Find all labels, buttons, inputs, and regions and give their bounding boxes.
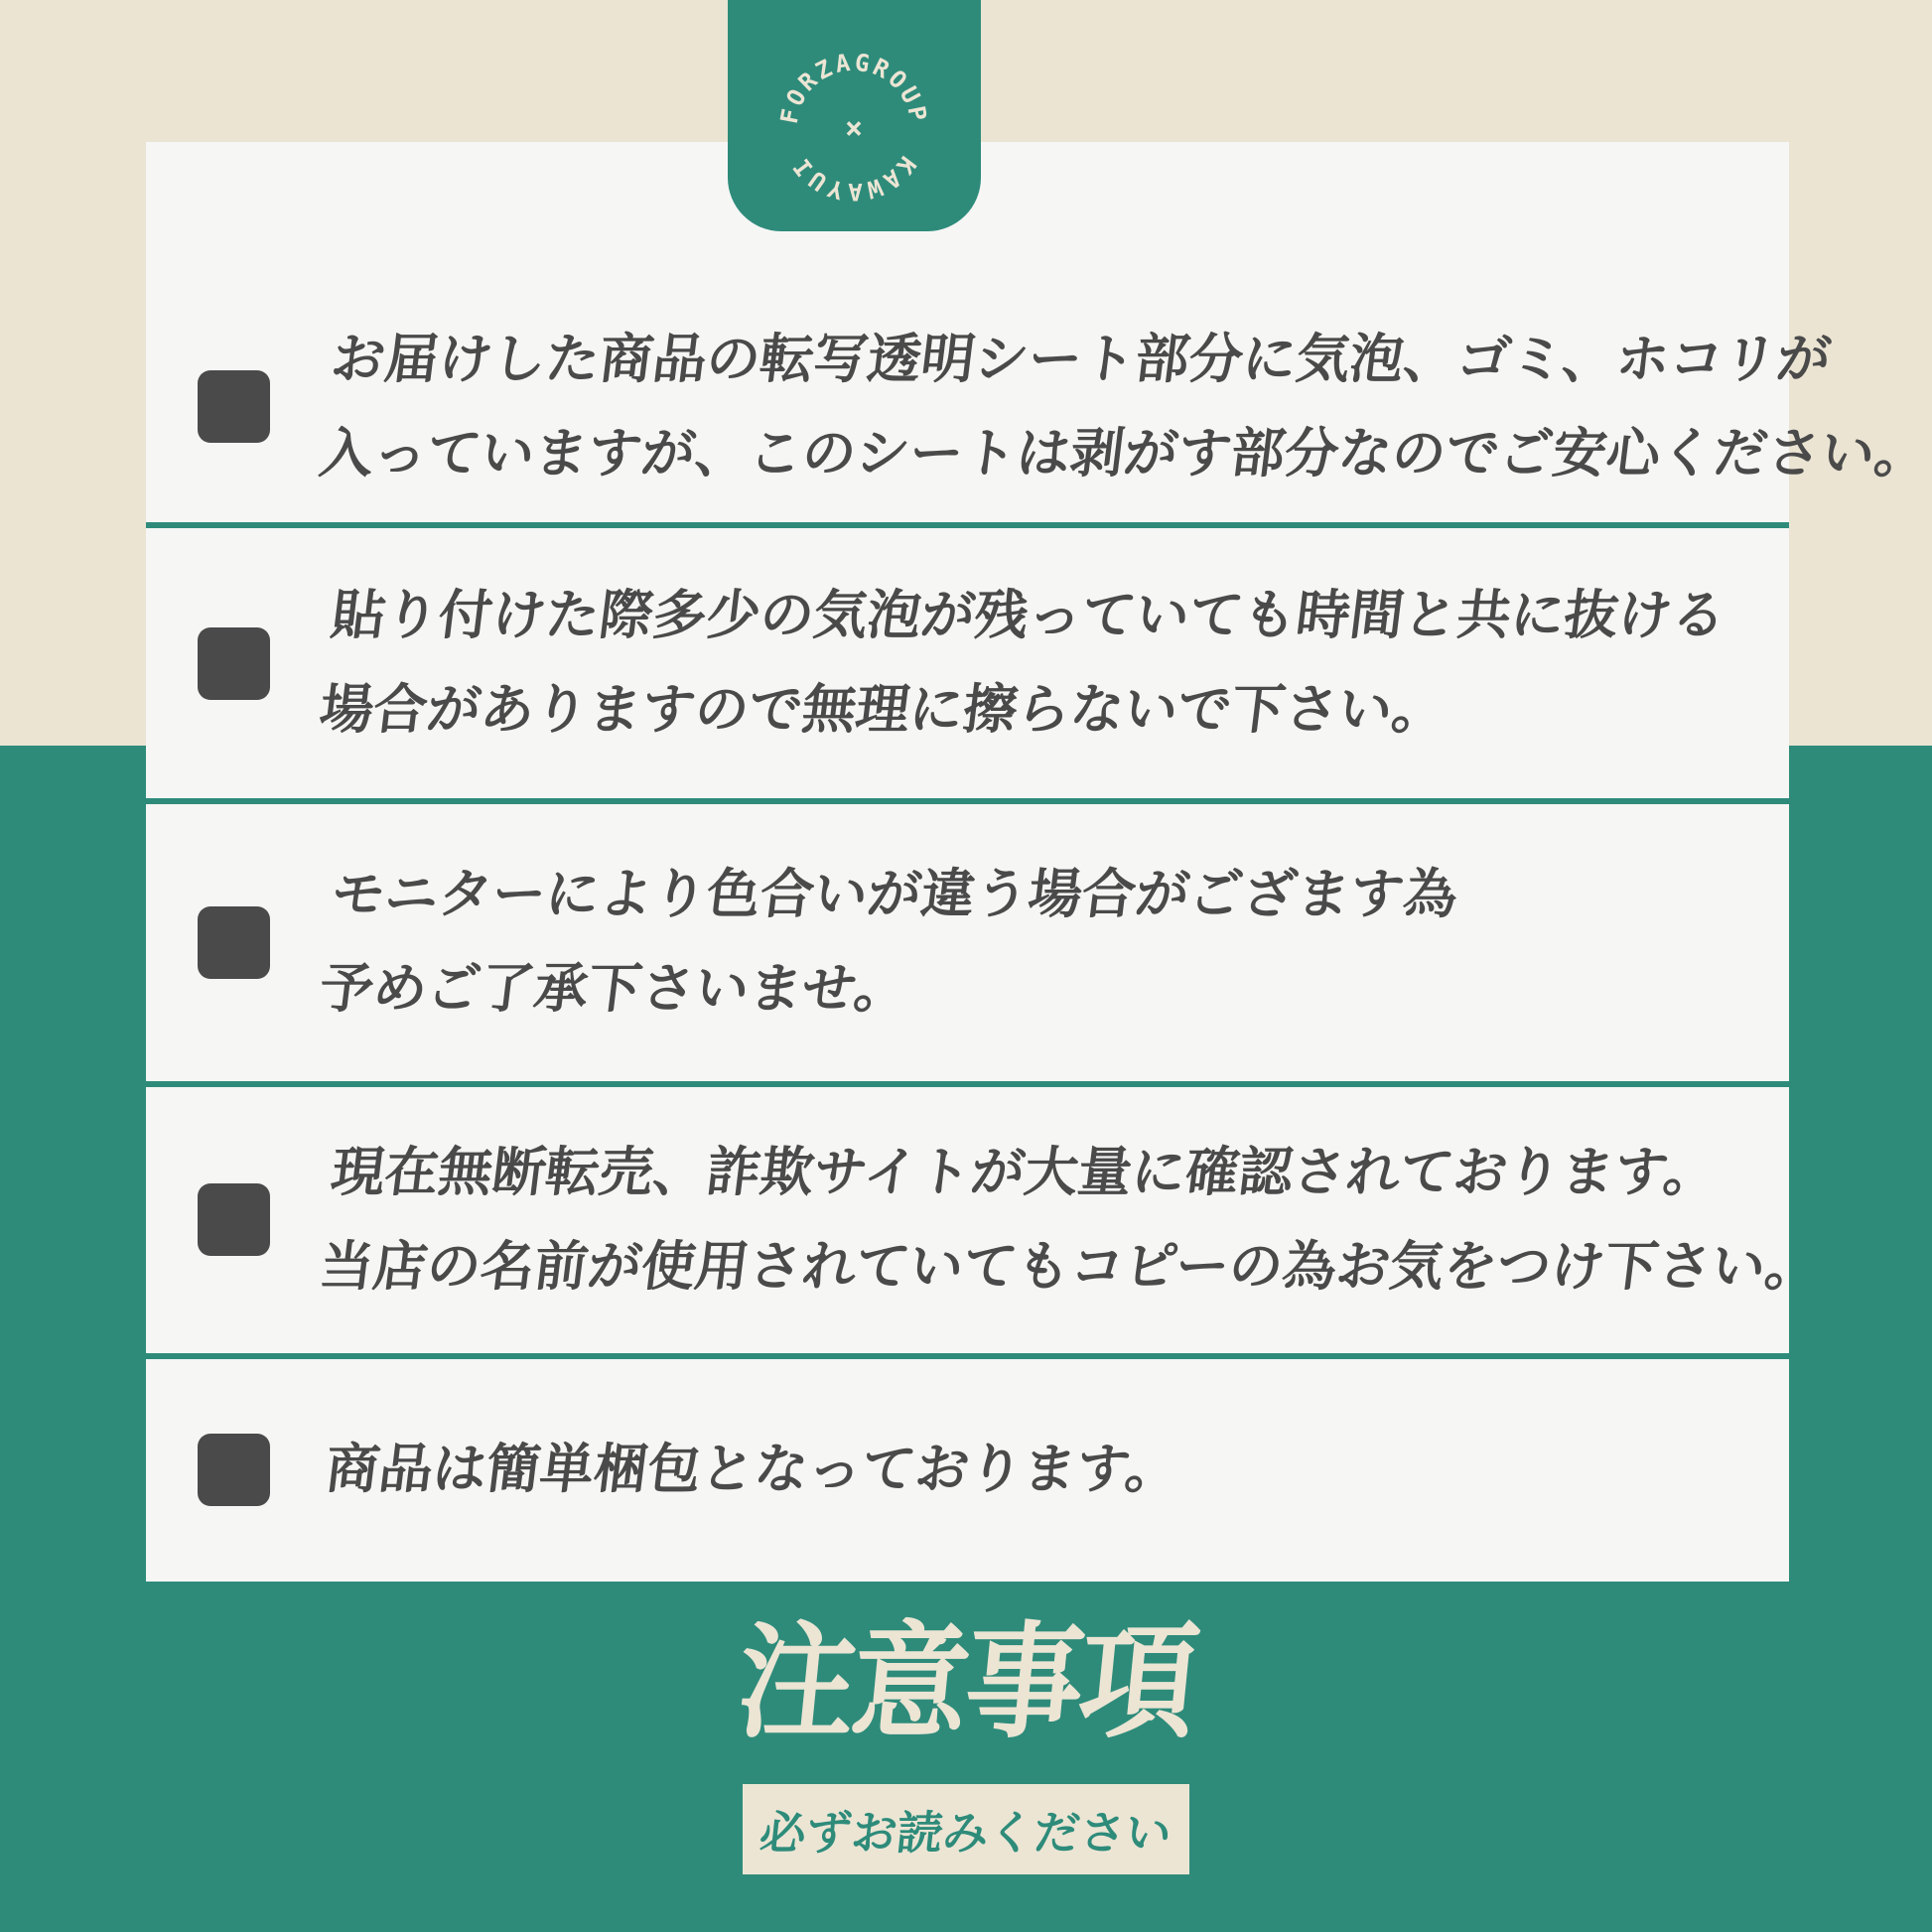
notice-item-3 bbox=[146, 804, 1789, 1080]
footer-subtitle: 必ずお読みください bbox=[757, 1806, 1174, 1859]
notice-item-2-line-1: 貼り付けた際多少の気泡が残っていても時間と共に抜ける bbox=[328, 586, 1729, 646]
checkbox-bullet-icon bbox=[198, 370, 270, 443]
notice-item-3-line-1: モニターにより色合いが違う場合がござます為 bbox=[328, 865, 1461, 925]
brand-badge-logo-icon bbox=[728, 0, 981, 231]
badge-center-mark: × bbox=[844, 111, 864, 146]
checkbox-bullet-icon bbox=[198, 906, 270, 979]
notice-item-1-line-2: 入っていますが、このシートは剥がす部分なのでご安心ください。 bbox=[316, 423, 1932, 483]
footer-subtitle-box bbox=[743, 1784, 1189, 1874]
notice-item-5-text bbox=[320, 1423, 1184, 1517]
svg-text:KAWAYUI bbox=[786, 151, 921, 206]
notice-item-1-text bbox=[314, 313, 1932, 501]
brand-badge bbox=[728, 0, 981, 231]
notice-item-4-text bbox=[314, 1126, 1836, 1314]
notice-item-4 bbox=[146, 1087, 1823, 1353]
notice-item-3-line-2: 予めご了承下さいませ。 bbox=[316, 959, 912, 1020]
footer-title: 注意事項 bbox=[731, 1612, 1201, 1752]
notice-item-4-line-2: 当店の名前が使用されていてもコピーの為お気をつけ下さい。 bbox=[316, 1236, 1823, 1297]
checkbox-bullet-icon bbox=[198, 627, 270, 700]
notice-item-2-text bbox=[314, 569, 1730, 758]
notice-item-4-line-1: 現在無断転売、詐欺サイトが大量に確認されております。 bbox=[328, 1142, 1722, 1202]
badge-arc-bottom-text: KAWAYUI bbox=[785, 150, 922, 206]
badge-arc-top-text: FORZAGROUP bbox=[774, 48, 933, 126]
checkbox-bullet-icon bbox=[198, 1434, 270, 1506]
notice-item-5 bbox=[146, 1359, 1789, 1582]
notice-item-3-text bbox=[314, 848, 1462, 1036]
notice-item-2-line-2: 場合がありますので無理に擦らないで下さい。 bbox=[316, 680, 1449, 741]
notice-item-2 bbox=[146, 528, 1789, 798]
checkbox-bullet-icon bbox=[198, 1183, 270, 1256]
notice-item-1-line-1: お届けした商品の転写透明シート部分に気泡、ゴミ、ホコリが bbox=[328, 329, 1835, 389]
notice-item-5-line-1: 商品は簡単梱包となっております。 bbox=[322, 1440, 1183, 1500]
notice-card bbox=[146, 142, 1932, 1582]
